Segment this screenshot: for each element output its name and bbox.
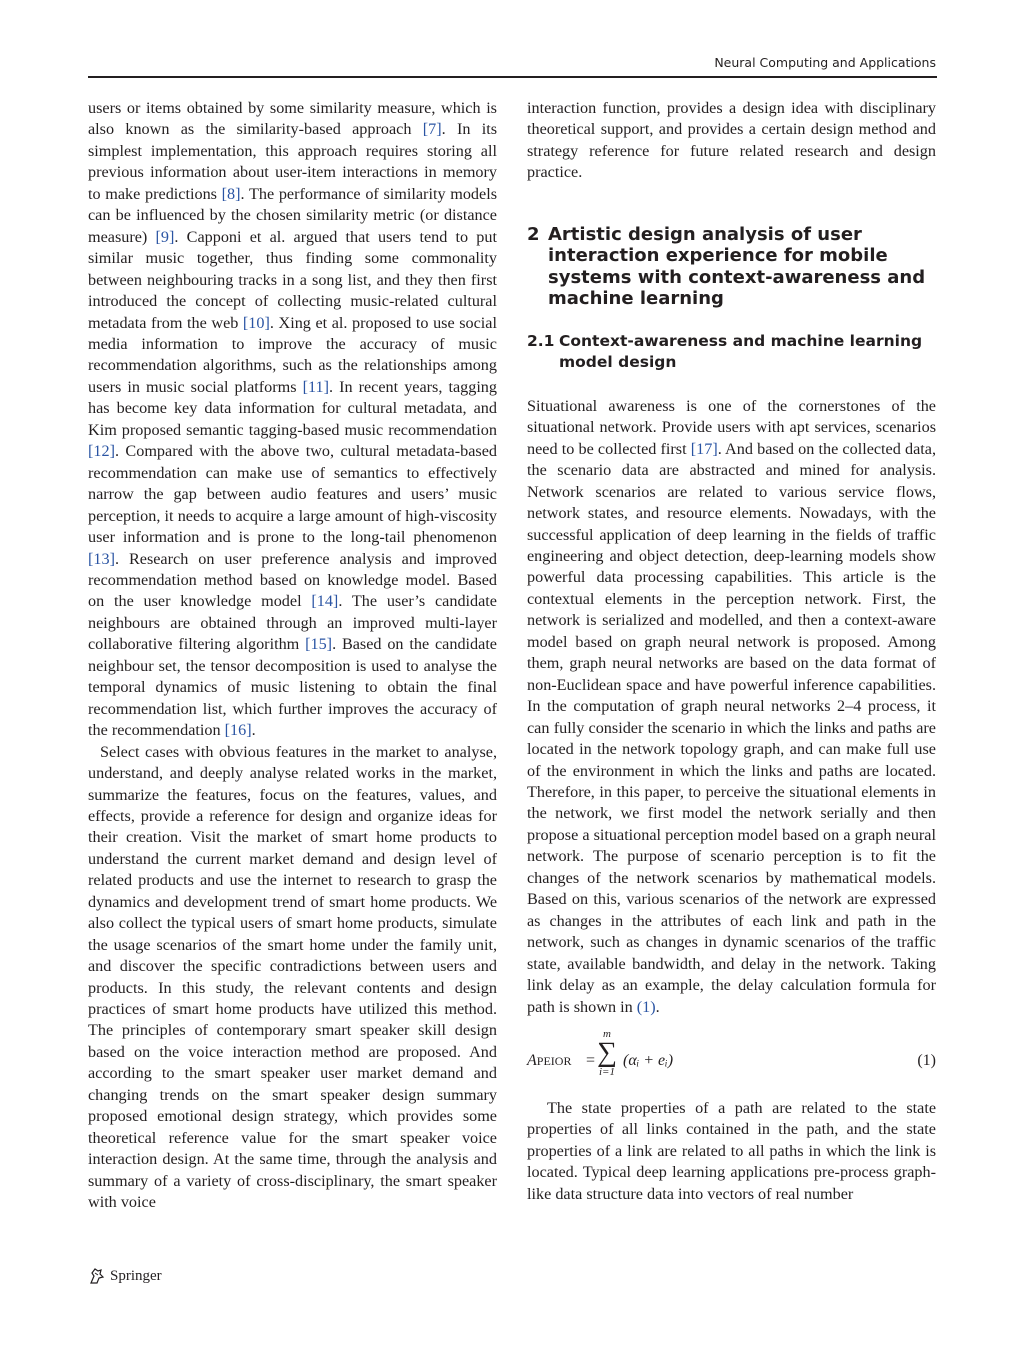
citation-link[interactable]: [14] <box>311 592 339 611</box>
footer <box>88 1267 162 1285</box>
citation-link[interactable]: (1) <box>636 997 656 1016</box>
journal-name: Neural Computing and Applications <box>714 55 936 70</box>
paragraph-text: . Research on user preference analysis and improved recommendation method based on knowledge model. Based on the user knowledge model <box>88 549 497 611</box>
paragraph-text: . Based on the candidate neighbour set, the tensor decomposition is used to analyse the temporal dynamics of music listening to obtain the final recommendation list, which further improves the accuracy of the recommendation <box>88 635 497 740</box>
citation-link[interactable]: [13] <box>88 549 115 568</box>
paragraph-text: . <box>251 721 256 740</box>
right-paragraph-3: The state properties of a path are related to the state properties of all links contained in the path, and the state properties of a link are related to all paths in which the link is located. Typical deep learning applications pre-process graph-like data structure data into vectors of real number <box>527 1098 936 1203</box>
citation-link[interactable]: [8] <box>221 184 241 203</box>
paragraph-text: . The performance of similarity models can be influenced by the chosen similarity metric (or distance measure) <box>88 184 497 246</box>
paragraph-text: . In its simplest implementation, this approach requires storing all previous information about user-item interactions in memory to make predictions <box>88 120 498 203</box>
summation-lower: i=1 <box>599 1065 615 1078</box>
summation-sign: ∑ <box>597 1036 617 1068</box>
citation-link[interactable]: [9] <box>155 227 175 246</box>
paragraph-text: . Capponi et al. argued that users tend to put similar music together, thus finding some commonality between neighbouring tracks in a song list, and they then first introduced the concept of collecting music-related cultural metadata from the web <box>88 227 497 332</box>
paragraph-text: . Compared with the above two, cultural metadata-based recommendation can make use of semantics to effectively narrow the gap between audio features and users’ music perception, it needs to acquire a large amount of high-viscosity user information and is prone to the long-tail phenomenon <box>88 442 497 547</box>
citation-link[interactable]: [7] <box>422 120 442 139</box>
section-heading <box>527 224 936 310</box>
publisher-name: Springer <box>110 1267 162 1284</box>
section-number: 2 <box>527 223 540 245</box>
equation-1 <box>527 1028 936 1092</box>
left-paragraph-1 <box>88 98 497 742</box>
subsection-number: 2.1 <box>527 331 555 350</box>
right-column <box>527 98 936 1205</box>
paragraph-text: . The user’s candidate neighbours are obtained through an improved multi-layer collaborative filtering algorithm <box>88 592 497 654</box>
paragraph-text: . Xing et al. proposed to use social media information to improve the accuracy of music recommendation algorithms, such as the relationships among users in music social platforms <box>88 313 497 396</box>
equation-summand: (αᵢ + eᵢ) <box>623 1051 674 1069</box>
equation-lhs-subscript: PEIOR <box>536 1053 572 1068</box>
right-paragraph-2 <box>527 396 936 1018</box>
paragraph-text: users or items obtained by some similarity measure, which is also known as the similarity-based approach <box>88 99 497 139</box>
section-title: Artistic design analysis of user interaction experience for mobile systems with context-awareness and machine learning <box>548 223 926 310</box>
summation-upper: m <box>603 1027 611 1040</box>
left-paragraph-2: Select cases with obvious features in the market to analyse, understand, and deeply analyse related works in the market, summarize the features, focus on the features, values, and effects, provide a reference for design and organize ideas for their creation. Visit the market of smart home products to understand the current market demand and design level of related products and use the internet to research to grasp the dynamics and development trend of smart home products. We also collect the typical users of smart home products, simulate the usage scenarios of the smart home under the family unit, and discover the specific contradictions between users and products. In this study, the relevant contents and design practices of smart home products have utilized this method. The principles of contemporary smart speaker skill design based on the voice interaction method are proposed. And according to the smart speaker user market demand and changing trends on the smart speaker design summary proposed emotional design strategy, which provides some theoretical reference value for the smart speaker voice interaction design. At the same time, through the analysis and summary of a variety of cross-disciplinary, the smart speaker with voice <box>88 742 497 1212</box>
subsection-title: Context-awareness and machine learning model design <box>559 331 923 372</box>
citation-link[interactable]: [15] <box>305 635 333 654</box>
paragraph-text: . And based on the collected data, the scenario data are abstracted and mined for analysis. Network scenarios are related to various service flows, network states, and resource elements. Nowadays, with the successful application of deep learning in the fields of traffic engineering and object detection, deep-learning models show powerful data processing capabilities. This article is the contextual elements in the perception network. First, the network is serialized and modelled, and then a context-aware model based on graph neural network is proposed. Among them, graph neural networks are based on the data format of non-Euclidean space and have powerful inference capabilities. In the computation of graph neural networks 2–4 process, it can fully consider the scenario in which the links and paths are located in the network topology graph, and can make full use of the environment in which the links and paths are located. Therefore, in this paper, to perceive the situational elements in the network, we first model the network serially and then propose a situational perception model based on a graph neural network. The purpose of scenario perception is to fit the changes of the network scenarios by mathematical models. Based on this, various scenarios of the network are expressed as changes in the attributes of each link and path in the network, such as changes in dynamic scenarios of the traffic state, available bandwidth, and delay in the network. Taking link delay as an example, the delay calculation formula for path is shown in <box>527 439 937 1016</box>
paragraph-text: . <box>655 997 660 1016</box>
summation <box>593 1028 621 1078</box>
springer-horse-icon <box>88 1267 106 1285</box>
left-column <box>88 98 497 1214</box>
citation-link[interactable]: [17] <box>690 439 718 458</box>
equation-lhs: APEIOR <box>527 1051 572 1069</box>
citation-link[interactable]: [12] <box>88 442 115 461</box>
equation-number: (1) <box>917 1051 936 1069</box>
equation-equals: = <box>586 1051 596 1069</box>
paragraph-text: . In recent years, tagging has become key data information for cultural metadata, and Kim proposed semantic tagging-based music recommendation <box>88 377 497 439</box>
citation-link[interactable]: [10] <box>242 313 270 332</box>
paragraph-text: Situational awareness is one of the cornerstones of the situational network. Provide users with apt services, scenarios need to be collected first <box>527 396 936 458</box>
header-rule <box>88 76 937 78</box>
subsection-heading <box>527 331 936 374</box>
citation-link[interactable]: [16] <box>224 721 252 740</box>
citation-link[interactable]: [11] <box>302 377 329 396</box>
right-paragraph-1: interaction function, provides a design idea with disciplinary theoretical support, and provides a certain design method and strategy reference for future related research and design practice. <box>527 99 936 182</box>
